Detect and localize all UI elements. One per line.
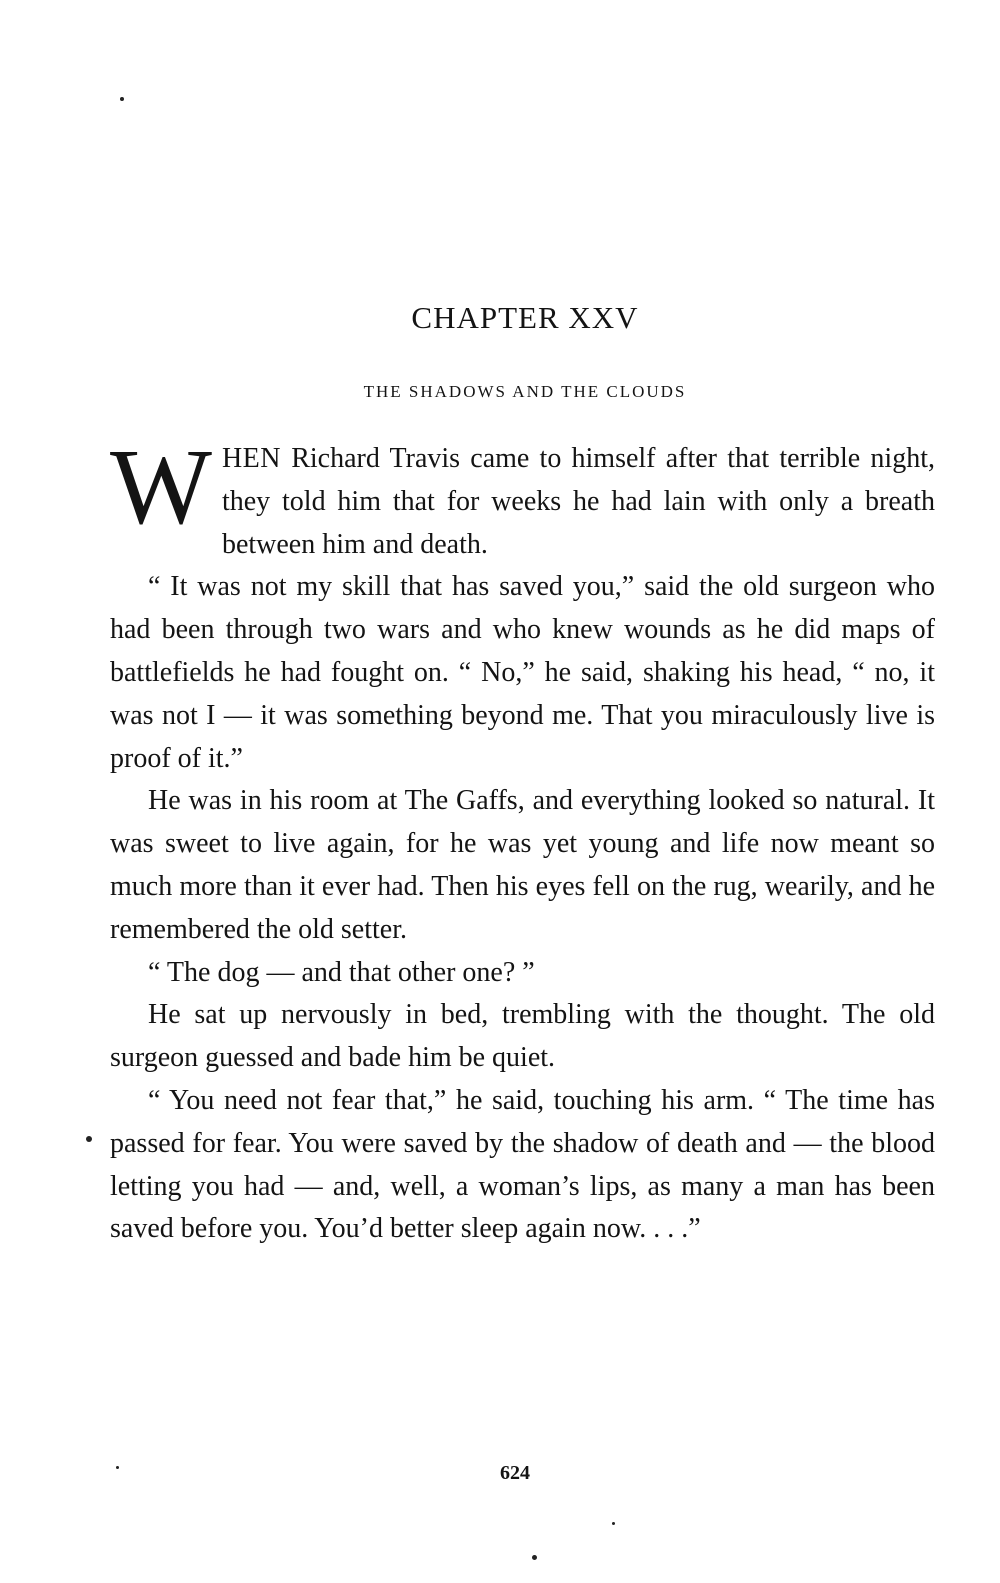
paragraph: “ The dog — and that other one? ” <box>148 956 535 988</box>
scan-speck <box>120 97 124 101</box>
page-number: 624 <box>500 1462 530 1484</box>
paragraph: “ You need not fear that,” he said, touching his arm. “ The time has passed for fear. You were saved by the shadow of death and — the blood letting you had — and, well, a woman’s lips, as many a man has been saved before you. You’d better sleep again now. . . .” <box>110 1084 935 1245</box>
opening-words: HEN <box>221 443 281 474</box>
paragraph: “ It was not my skill that has saved you,” said the old surgeon who had been through two wars and who knew wounds as he did maps of battlefields he had fought on. “ No,” he said, shaking his head, “ no, it was not I — it was something beyond me. That you miraculously live is proof of it.” <box>110 571 935 774</box>
chapter-subtitle: THE SHADOWS AND THE CLOUDS <box>363 382 687 401</box>
paragraph-text: Richard Travis came to himself after that terrible night, they told him that for weeks he had lain with only a breath between him and death. <box>221 443 935 560</box>
chapter-body <box>110 428 935 1251</box>
drop-cap: W <box>110 428 212 547</box>
paragraph: He was in his room at The Gaffs, and everything looked so natural. It was sweet to live again, for he was yet young and life now meant so much more than it ever had. Then his eyes fell on the rug, wearily, and he remembered the old setter. <box>110 785 935 945</box>
scan-speck <box>532 1555 537 1560</box>
paragraph: He sat up nervously in bed, trembling with the thought. The old surgeon guessed and bade him be quiet. <box>110 999 935 1074</box>
chapter-title: CHAPTER XXV <box>411 300 639 335</box>
scan-speck <box>612 1522 615 1525</box>
paragraph <box>110 428 935 566</box>
scan-speck <box>86 1136 92 1142</box>
